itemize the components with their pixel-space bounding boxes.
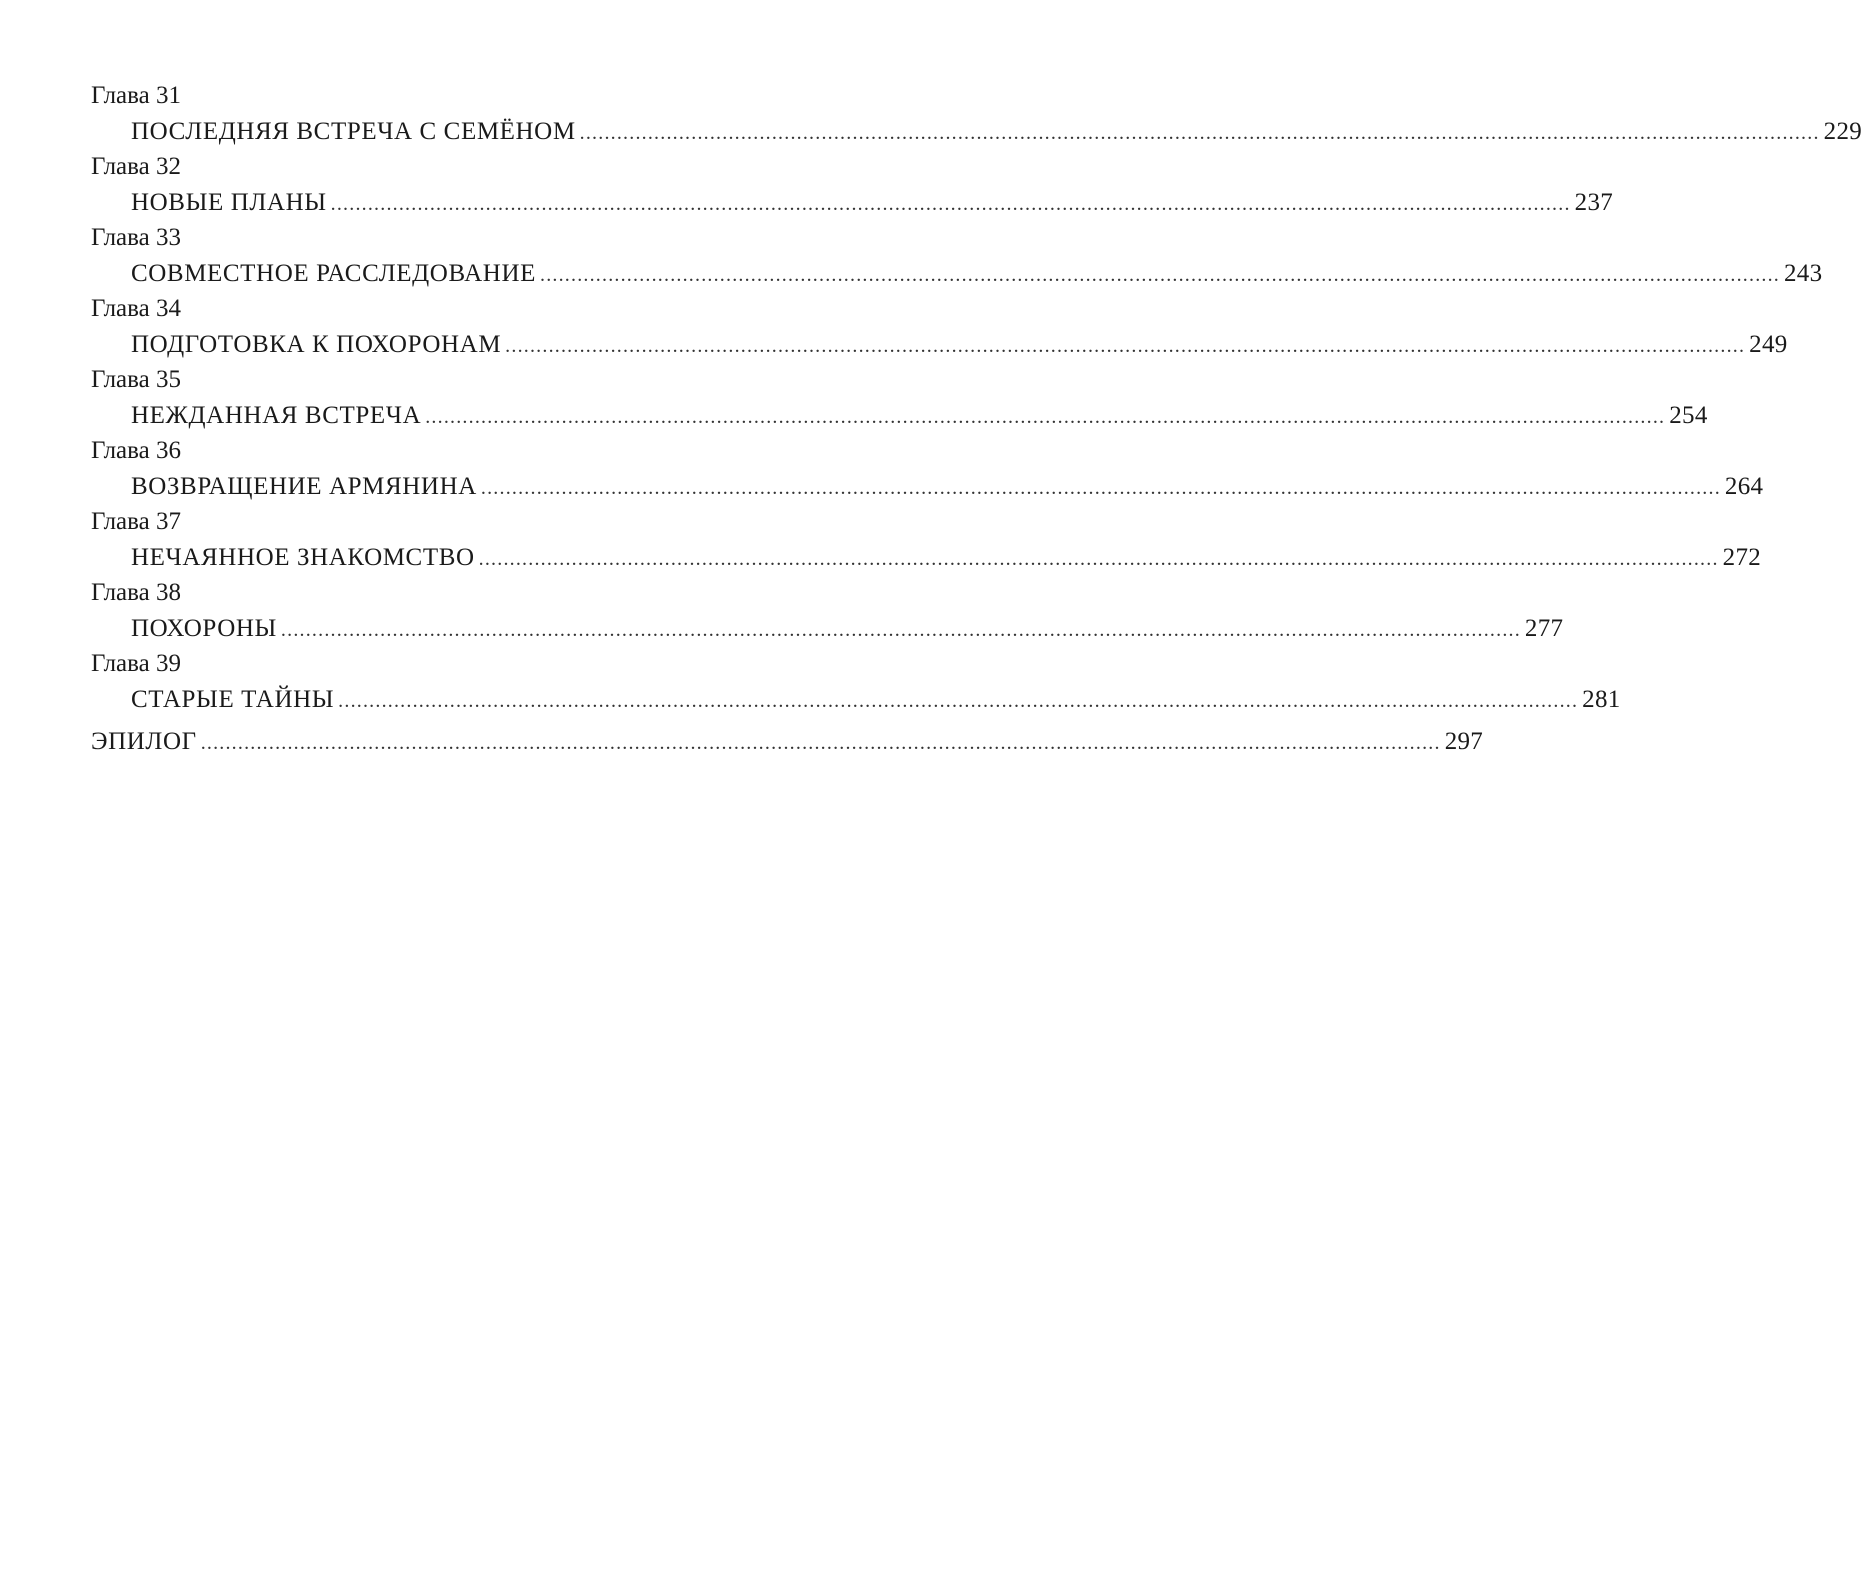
- toc-entry[interactable]: [91, 259, 1823, 289]
- toc-entry[interactable]: [91, 614, 1564, 644]
- chapter-label: Глава 38: [91, 579, 181, 606]
- dot-leader: ........................................................................................................................................................................................................: [200, 732, 1441, 754]
- toc-entry-page: 249: [1749, 331, 1788, 358]
- toc-entry-page: 237: [1574, 189, 1614, 216]
- toc-entry[interactable]: [91, 330, 1788, 360]
- dot-leader: ........................................................................................................................................................................................................: [280, 619, 1521, 641]
- dot-leader: ........................................................................................................................................................................................................: [579, 122, 1820, 144]
- chapter-label: Глава 36: [91, 437, 181, 464]
- toc-entry-title: СТАРЫЕ ТАЙНЫ: [131, 686, 335, 713]
- toc-entry-page: 254: [1669, 402, 1708, 429]
- dot-leader: ........................................................................................................................................................................................................: [505, 335, 1746, 357]
- chapter-label: Глава 32: [91, 153, 181, 180]
- chapter-label: Глава 31: [91, 82, 181, 109]
- dot-leader: ........................................................................................................................................................................................................: [330, 193, 1571, 215]
- toc-entry-title: ВОЗВРАЩЕНИЕ АРМЯНИНА: [131, 473, 477, 500]
- table-of-contents: [91, 81, 1862, 762]
- toc-entry-page: 229: [1823, 118, 1862, 145]
- chapter-label: Глава 34: [91, 295, 181, 322]
- dot-leader: ........................................................................................................................................................................................................: [480, 477, 1721, 499]
- toc-entry-title: ПОСЛЕДНЯЯ ВСТРЕЧА С СЕМЁНОМ: [131, 118, 576, 145]
- toc-entry-title: НЕЧАЯННОЕ ЗНАКОМСТВО: [131, 544, 475, 571]
- toc-entry-title: СОВМЕСТНОЕ РАССЛЕДОВАНИЕ: [131, 260, 536, 287]
- chapter-label: Глава 33: [91, 224, 181, 251]
- dot-leader: ........................................................................................................................................................................................................: [478, 548, 1719, 570]
- toc-entry[interactable]: [91, 472, 1764, 502]
- chapter-label: Глава 37: [91, 508, 181, 535]
- toc-entry[interactable]: [91, 685, 1621, 715]
- toc-entry-page: 297: [1444, 728, 1484, 755]
- toc-entry-title: НЕЖДАННАЯ ВСТРЕЧА: [131, 402, 422, 429]
- dot-leader: ........................................................................................................................................................................................................: [425, 406, 1666, 428]
- toc-entry-title: ЭПИЛОГ: [91, 728, 197, 755]
- toc-entry-epilogue[interactable]: [91, 727, 1484, 757]
- chapter-label: Глава 39: [91, 650, 181, 677]
- toc-entry[interactable]: [91, 117, 1862, 147]
- toc-entry-title: ПОДГОТОВКА К ПОХОРОНАМ: [131, 331, 502, 358]
- toc-entry-page: 243: [1784, 260, 1823, 287]
- toc-entry[interactable]: [91, 188, 1614, 218]
- dot-leader: ........................................................................................................................................................................................................: [540, 264, 1780, 286]
- chapter-label: Глава 35: [91, 366, 181, 393]
- toc-entry-page: 272: [1722, 544, 1762, 571]
- toc-entry-page: 277: [1524, 615, 1564, 642]
- toc-entry-page: 281: [1582, 686, 1621, 713]
- toc-entry[interactable]: [91, 401, 1708, 431]
- toc-entry[interactable]: [91, 543, 1762, 573]
- dot-leader: ........................................................................................................................................................................................................: [338, 690, 1579, 712]
- toc-entry-page: 264: [1724, 473, 1764, 500]
- toc-entry-title: ПОХОРОНЫ: [131, 615, 277, 642]
- toc-entry-title: НОВЫЕ ПЛАНЫ: [131, 189, 327, 216]
